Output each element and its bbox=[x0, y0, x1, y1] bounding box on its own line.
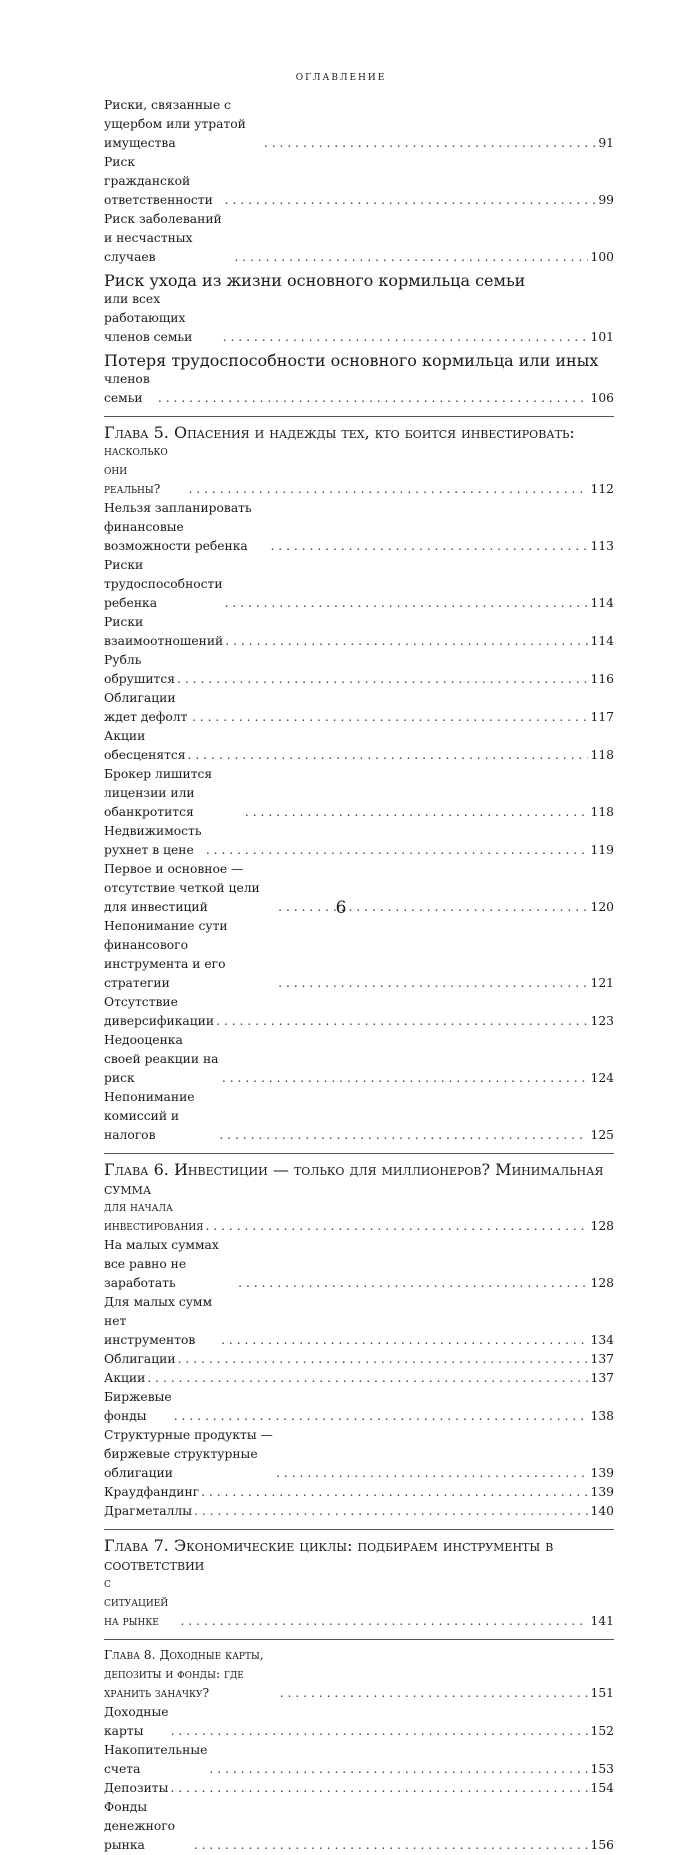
toc-entry bbox=[104, 727, 614, 765]
toc-entry-page: 137 bbox=[590, 1371, 614, 1385]
toc-entry-title: Акции bbox=[104, 1371, 146, 1385]
toc-entry-page: 113 bbox=[590, 539, 614, 553]
toc-entry-page: 117 bbox=[590, 710, 614, 724]
section-divider bbox=[104, 1529, 614, 1530]
toc-entry bbox=[104, 689, 614, 727]
toc-entry-title: Для малых сумм нет инструментов bbox=[104, 1295, 213, 1347]
section-divider bbox=[104, 1639, 614, 1640]
toc-entry-title: Брокер лишится лицензии или обанкротится bbox=[104, 767, 213, 819]
toc-entry-title: Риск заболеваний и несчастных случаев bbox=[104, 212, 222, 264]
toc-entry-title: Нельзя запланировать финансовые возможности ребенка bbox=[104, 501, 252, 553]
dot-leader bbox=[188, 746, 588, 765]
toc-entry bbox=[104, 1031, 614, 1088]
section-divider bbox=[104, 416, 614, 417]
section-divider bbox=[104, 1153, 614, 1154]
chapter-heading-5 bbox=[104, 423, 614, 499]
toc-entry-title-line1: Потеря трудоспособности основного кормильца или иных bbox=[104, 351, 599, 370]
toc-entry bbox=[104, 1703, 614, 1741]
dot-leader bbox=[201, 1483, 587, 1502]
dot-leader bbox=[225, 632, 587, 651]
chapter-heading-6 bbox=[104, 1160, 614, 1236]
toc-entry-page: 100 bbox=[590, 250, 614, 264]
toc-entry-title: Облигации ждет дефолт bbox=[104, 691, 188, 724]
toc-entry-title: Структурные продукты — биржевые структурные облигации bbox=[104, 1428, 273, 1480]
toc-entry-page: 138 bbox=[590, 1409, 614, 1423]
toc-entry-page: 91 bbox=[598, 136, 614, 150]
chapter-title: насколько они реальны? bbox=[104, 444, 168, 496]
dot-leader bbox=[264, 134, 595, 153]
toc-entry bbox=[104, 1293, 614, 1350]
toc-entry-page: 119 bbox=[590, 843, 614, 857]
toc-entry-page: 140 bbox=[590, 1504, 614, 1518]
toc-entry bbox=[104, 651, 614, 689]
dot-leader bbox=[194, 1502, 587, 1521]
dot-leader bbox=[216, 1012, 587, 1031]
dot-leader bbox=[158, 389, 588, 408]
toc-entry bbox=[104, 822, 614, 860]
toc-entry bbox=[104, 1350, 614, 1369]
dot-leader bbox=[219, 1126, 587, 1145]
dot-leader bbox=[225, 191, 596, 210]
toc-entry bbox=[104, 153, 614, 210]
toc-entry bbox=[104, 1779, 614, 1798]
toc-entry-title: Фонды денежного рынка bbox=[104, 1800, 176, 1852]
toc-entry-page: 124 bbox=[590, 1071, 614, 1085]
toc-entry-title: На малых суммах все равно не заработать bbox=[104, 1238, 219, 1290]
toc-entry bbox=[104, 917, 614, 993]
toc-entry-page: 125 bbox=[590, 1128, 614, 1142]
toc-entry-page: 120 bbox=[590, 900, 614, 914]
dot-leader bbox=[209, 1760, 587, 1779]
chapter-title-line1: Глава 5. Опасения и надежды тех, кто боится инвестировать: bbox=[104, 423, 575, 442]
toc-entry bbox=[104, 96, 614, 153]
dot-leader bbox=[223, 328, 588, 347]
toc-entry-title: Краудфандинг bbox=[104, 1485, 200, 1499]
toc-entry-page: 121 bbox=[590, 976, 614, 990]
dot-leader bbox=[278, 974, 587, 993]
toc-entry-page: 128 bbox=[590, 1276, 614, 1290]
chapter-title: для начала инвестирования bbox=[104, 1200, 204, 1233]
toc-entry-page: 114 bbox=[590, 596, 614, 610]
toc-entry-page: 123 bbox=[590, 1014, 614, 1028]
toc-entry-title: Риск гражданской ответственности bbox=[104, 155, 213, 207]
toc-entry-page: 101 bbox=[590, 330, 614, 344]
toc-entry bbox=[104, 613, 614, 651]
dot-leader bbox=[192, 708, 588, 727]
toc-entry-title: Риски, связанные с ущербом или утратой имущества bbox=[104, 98, 246, 150]
toc-entry-page: 116 bbox=[590, 672, 614, 686]
toc-entry-title: Непонимание сути финансового инструмента и его стратегии bbox=[104, 919, 228, 990]
dot-leader bbox=[188, 480, 587, 499]
toc-entry-title: Риски взаимоотношений bbox=[104, 615, 224, 648]
toc-entry-title-line1: Риск ухода из жизни основного кормильца семьи bbox=[104, 271, 526, 290]
toc-entry-title: Риски трудоспособности ребенка bbox=[104, 558, 223, 610]
dot-leader bbox=[221, 1331, 587, 1350]
toc-entry-title: Непонимание комиссий и налогов bbox=[104, 1090, 195, 1142]
dot-leader bbox=[276, 1464, 587, 1483]
dot-leader bbox=[180, 1612, 587, 1631]
toc-entry-title: Недооценка своей реакции на риск bbox=[104, 1033, 219, 1085]
dot-leader bbox=[225, 594, 588, 613]
dot-leader bbox=[177, 670, 588, 689]
toc-entry-page: 152 bbox=[590, 1724, 614, 1738]
dot-leader bbox=[147, 1369, 587, 1388]
toc-entry-multiline bbox=[104, 351, 614, 408]
dot-leader bbox=[270, 537, 587, 556]
toc-entry-title: Депозиты bbox=[104, 1781, 169, 1795]
dot-leader bbox=[170, 1779, 587, 1798]
dot-leader bbox=[174, 1407, 588, 1426]
toc-entry-page: 128 bbox=[590, 1219, 614, 1233]
table-of-contents bbox=[104, 96, 614, 1855]
toc-entry-page: 139 bbox=[590, 1485, 614, 1499]
toc-entry-page: 154 bbox=[590, 1781, 614, 1795]
toc-entry-page: 137 bbox=[590, 1352, 614, 1366]
page-number: 6 bbox=[335, 898, 347, 918]
toc-entry bbox=[104, 1236, 614, 1293]
page-title: оглавление bbox=[295, 68, 387, 84]
toc-entry-multiline bbox=[104, 271, 614, 347]
dot-leader bbox=[205, 1217, 587, 1236]
dot-leader bbox=[280, 1684, 588, 1703]
toc-entry-title: Рубль обрушится bbox=[104, 653, 175, 686]
toc-entry-page: 156 bbox=[590, 1838, 614, 1852]
dot-leader bbox=[245, 803, 588, 822]
toc-entry bbox=[104, 993, 614, 1031]
dot-leader bbox=[171, 1722, 588, 1741]
chapter-title: с ситуацией на рынке bbox=[104, 1576, 169, 1628]
toc-entry bbox=[104, 1088, 614, 1145]
toc-entry bbox=[104, 1388, 614, 1426]
chapter-heading-8 bbox=[104, 1646, 614, 1703]
toc-entry-title: Отсутствие диверсификации bbox=[104, 995, 215, 1028]
toc-entry-page: 118 bbox=[590, 805, 614, 819]
toc-entry-title: Доходные карты bbox=[104, 1705, 169, 1738]
toc-entry-title: членов семьи bbox=[104, 372, 150, 405]
toc-entry-page: 134 bbox=[590, 1333, 614, 1347]
toc-entry bbox=[104, 499, 614, 556]
toc-entry-title: Недвижимость рухнет в цене bbox=[104, 824, 202, 857]
toc-entry bbox=[104, 1502, 614, 1521]
chapter-title-line1: Глава 6. Инвестиции — только для миллионеров? Минимальная сумма bbox=[104, 1160, 604, 1198]
toc-entry bbox=[104, 1426, 614, 1483]
toc-entry-page: 106 bbox=[590, 391, 614, 405]
dot-leader bbox=[178, 1350, 588, 1369]
toc-entry-title: Накопительные счета bbox=[104, 1743, 208, 1776]
toc-entry-title: или всех работающих членов семьи bbox=[104, 292, 193, 344]
toc-entry-page: 153 bbox=[590, 1762, 614, 1776]
chapter-heading-7 bbox=[104, 1536, 614, 1631]
toc-entry bbox=[104, 1483, 614, 1502]
toc-entry-title: Акции обесценятся bbox=[104, 729, 186, 762]
dot-leader bbox=[206, 841, 588, 860]
dot-leader bbox=[194, 1836, 588, 1855]
toc-entry-page: 151 bbox=[590, 1686, 614, 1700]
dot-leader bbox=[222, 1069, 588, 1088]
toc-entry-title: Первое и основное — отсутствие четкой цели для инвестиций bbox=[104, 862, 260, 914]
toc-entry bbox=[104, 765, 614, 822]
dot-leader bbox=[234, 248, 587, 267]
toc-entry-page: 99 bbox=[598, 193, 614, 207]
toc-entry bbox=[104, 1741, 614, 1779]
dot-leader bbox=[238, 1274, 587, 1293]
chapter-title: Глава 8. Доходные карты, депозиты и фонды: где хранить заначку? bbox=[104, 1648, 264, 1700]
toc-entry-page: 114 bbox=[590, 634, 614, 648]
toc-entry-page: 141 bbox=[590, 1614, 614, 1628]
toc-entry bbox=[104, 210, 614, 267]
toc-entry-page: 118 bbox=[590, 748, 614, 762]
toc-entry-title: Облигации bbox=[104, 1352, 176, 1366]
chapter-title-line1: Глава 7. Экономические циклы: подбираем инструменты в соответствии bbox=[104, 1536, 554, 1574]
toc-entry bbox=[104, 556, 614, 613]
toc-entry-title: Биржевые фонды bbox=[104, 1390, 172, 1423]
toc-entry-title: Драгметаллы bbox=[104, 1504, 193, 1518]
toc-entry bbox=[104, 1369, 614, 1388]
toc-entry-page: 139 bbox=[590, 1466, 614, 1480]
toc-entry bbox=[104, 1798, 614, 1855]
toc-entry-page: 112 bbox=[590, 482, 614, 496]
